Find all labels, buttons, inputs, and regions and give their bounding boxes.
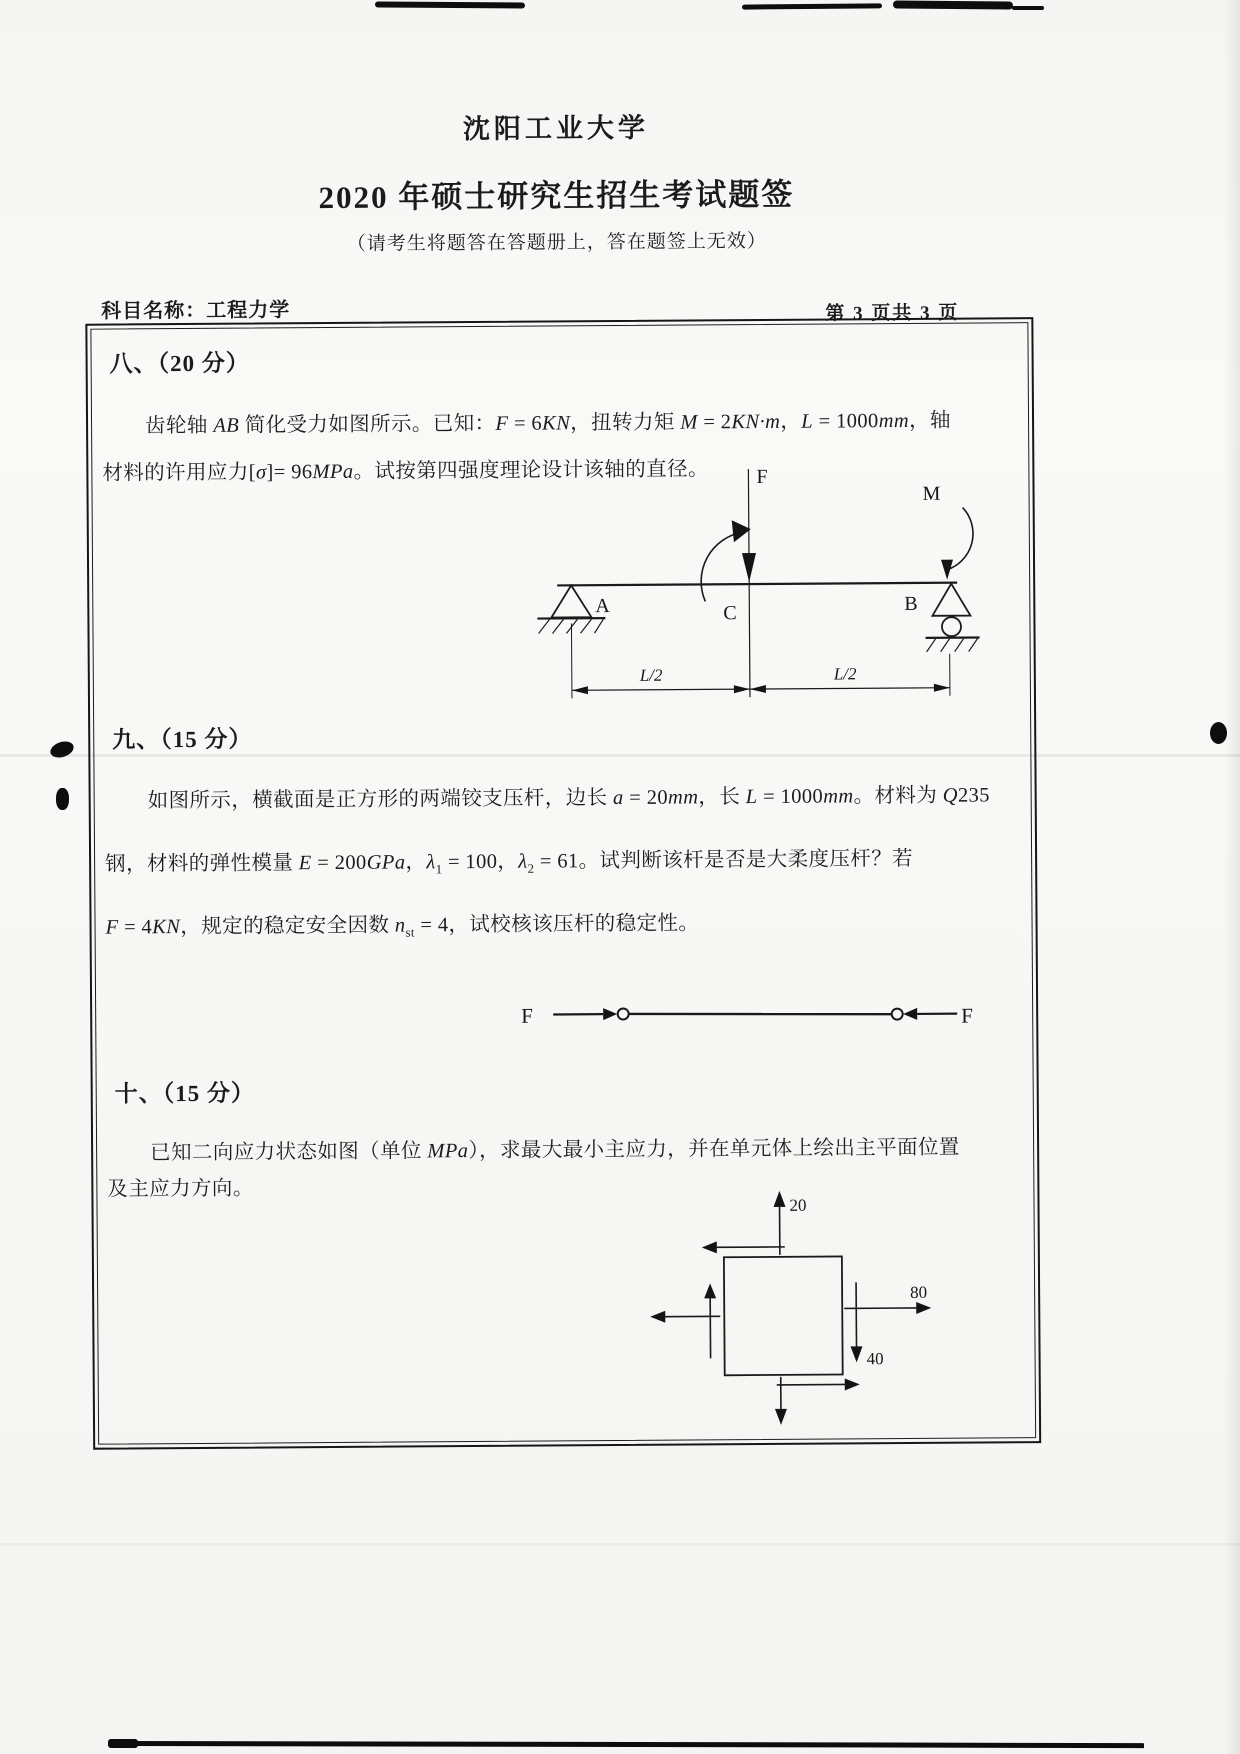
problem9-heading: 九、（15 分） (112, 726, 253, 753)
dim-arrowhead-mid-right (750, 685, 766, 693)
subject-name: 科目名称：工程力学 (101, 299, 291, 323)
force-arrowhead-f (742, 553, 756, 582)
force-line-f (748, 469, 750, 697)
force-arrow-left (553, 1008, 617, 1020)
label-sigma-x: 80 (910, 1282, 928, 1302)
exam-notice: （请考生将题答在答题册上，答在题签上无效） (346, 230, 767, 255)
label-force-right: F (961, 1003, 973, 1028)
hinge-circle-left (618, 1008, 629, 1019)
label-moment-m: M (922, 482, 941, 505)
label-point-b: B (904, 592, 918, 616)
dim-arrowhead-mid-left (734, 685, 750, 693)
label-point-a: A (595, 595, 610, 618)
label-sigma-y: 20 (789, 1195, 807, 1215)
dim-arrowhead-left (572, 686, 588, 694)
roller-triangle-b (932, 584, 970, 616)
force-arrow-right (903, 1008, 957, 1020)
arrow-sigma-x-right (844, 1302, 931, 1315)
hinge-circle-right (892, 1009, 903, 1020)
problem10-text-line1: 已知二向应力状态如图（单位 MPa），求最大最小主应力，并在单元体上绘出主平面位置 (150, 1136, 960, 1165)
problem10-text-line2: 及主应力方向。 (107, 1177, 254, 1201)
moment-arrowhead-m (941, 560, 953, 580)
extension-line-a (571, 623, 572, 698)
problem9-text-line2: 钢，材料的弹性模量 E = 200GPa，$\lambda_1 = 100$，$\lambda_2 = 61$。试判断该杆是否是大柔度压杆？若 (105, 847, 914, 877)
problem9-rod-figure (497, 982, 997, 1047)
label-force-left: F (521, 1003, 533, 1028)
label-tau-xy: 40 (866, 1349, 884, 1369)
problem9-text-line1: 如图所示，横截面是正方形的两端铰支压杆，边长 a = 20mm，长 L = 1000mm。材料为 Q235 (147, 784, 990, 813)
beam-line (557, 583, 957, 586)
roller-circle-b (942, 617, 961, 636)
roller-support-b (925, 583, 979, 651)
problem10-heading: 十、（15 分） (114, 1080, 256, 1107)
label-point-c: C (723, 602, 737, 625)
university-title: 沈阳工业大学 (462, 112, 650, 145)
problem8-beam-figure (498, 447, 1040, 716)
moment-arc-c-arrowhead (732, 520, 751, 542)
problem8-heading: 八、（20 分） (109, 350, 250, 377)
arrow-shear-right (850, 1282, 863, 1362)
exam-title: 2020 年硕士研究生招生考试题签 (318, 176, 795, 216)
problem10-stress-element-figure (603, 1175, 1005, 1446)
dim-label-left: L/2 (639, 665, 663, 685)
page-number: 第 3 页共 3 页 (825, 302, 960, 325)
arrow-sigma-y-top (773, 1191, 785, 1255)
rod-line (629, 1012, 891, 1016)
dim-arrowhead-right (934, 684, 950, 692)
problem8-text-line1: 齿轮轴 AB 简化受力如图所示。已知：F = 6KN，扭转力矩 M = 2KN·m，L = 1000mm，轴 (144, 409, 951, 438)
arrow-shear-top (702, 1241, 785, 1254)
label-force-f: F (756, 465, 768, 489)
arrow-shear-bottom (777, 1378, 860, 1391)
problem8-text-line2: 材料的许用应力[σ]= 96MPa。试按第四强度理论设计该轴的直径。 (102, 458, 709, 485)
moment-arrow-m (941, 508, 974, 580)
dimension-lines (571, 621, 950, 699)
arrow-shear-left (704, 1283, 717, 1358)
problem9-text-line3: F = 4KN，规定的稳定安全因数 $n_{st} = 4$，试校核该压杆的稳定性。 (105, 912, 700, 940)
dim-label-right: L/2 (833, 664, 857, 684)
moment-arc-c (701, 532, 743, 601)
pin-triangle-a (551, 585, 591, 617)
stress-element-square (724, 1256, 843, 1375)
